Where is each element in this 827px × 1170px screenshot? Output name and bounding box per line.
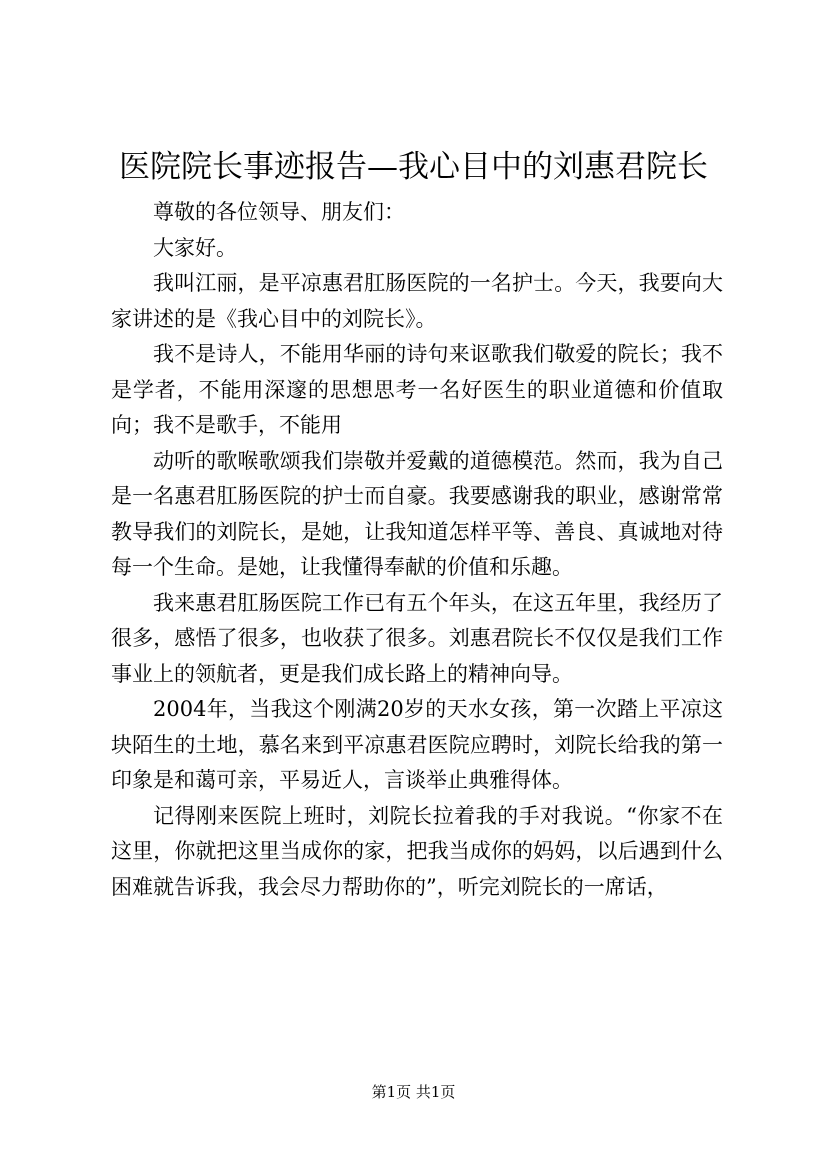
document-title: 医院院长事迹报告—我心目中的刘惠君院长 (119, 149, 708, 185)
paragraph-hello: 大家好。 (153, 235, 237, 260)
paragraph: 我来惠君肛肠医院工作已有五个年头，在这五年里，我经历了很多，感悟了很多，也收获了很多。刘惠君院长不仅仅是我们工作事业上的领航者，更是我们成长路上的精神向导。 (111, 590, 723, 686)
paragraph: 动听的歌喉歌颂我们崇敬并爱戴的道德模范。然而，我为自己是一名惠君肛肠医院的护士而自豪。我要感谢我的职业，感谢常常教导我们的刘院长，是她，让我知道怎样平等、善良、真诚地对待每一个生命。是她，让我懂得奉献的价值和乐趣。 (111, 448, 723, 579)
page-footer: 第1页 共1页 (371, 1083, 456, 1101)
document-body (111, 195, 723, 905)
paragraph: 2004年，当我这个刚满20岁的天水女孩，第一次踏上平凉这块陌生的土地，慕名来到平凉惠君医院应聘时，刘院长给我的第一印象是和蔼可亲，平易近人，言谈举止典雅得体。 (111, 697, 723, 792)
paragraph: 记得刚来医院上班时，刘院长拉着我的手对我说。“你家不在这里，你就把这里当成你的家，把我当成你的妈妈，以后遇到什么困难就告诉我，我会尽力帮助你的”，听完刘院长的一席话， (111, 803, 723, 899)
paragraph: 我不是诗人，不能用华丽的诗句来讴歌我们敬爱的院长；我不是学者，不能用深邃的思想思考一名好医生的职业道德和价值取向；我不是歌手，不能用 (111, 342, 723, 437)
paragraph: 我叫江丽，是平凉惠君肛肠医院的一名护士。今天，我要向大家讲述的是《我心目中的刘院长》。 (111, 271, 723, 331)
paragraph-greeting: 尊敬的各位领导、朋友们： (153, 200, 405, 224)
